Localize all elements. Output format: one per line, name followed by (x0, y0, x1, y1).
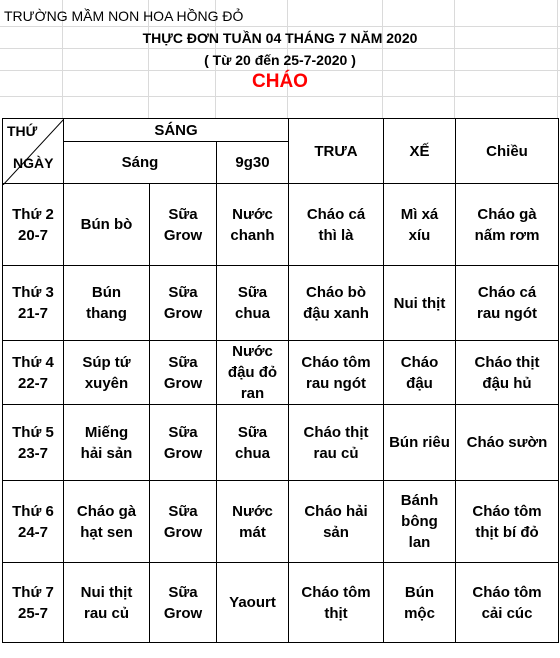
cell-line: Sữa (237, 423, 268, 441)
cell-line: rau củ (83, 604, 129, 622)
cell-line: Grow (163, 226, 203, 244)
trua-cell (289, 341, 384, 405)
cell-line: mộc (404, 604, 435, 622)
cell-line: Bánh (400, 492, 439, 509)
chieu-cell (456, 481, 559, 563)
sang-cell (64, 341, 150, 405)
cell-line: Nui thịt (393, 294, 446, 312)
cell-line: Bún bò (80, 216, 133, 233)
trua-cell (289, 184, 384, 266)
cell-line: Sữa (168, 205, 198, 223)
menu-row (3, 341, 559, 405)
cell-line: Grow (163, 305, 203, 322)
header-9g30: 9g30 (217, 142, 289, 184)
cell-line: Cháo thịt (474, 353, 540, 371)
xe-cell (384, 563, 456, 643)
cell-line: Mì xá (400, 205, 439, 223)
cell-line: đậu (406, 374, 433, 392)
cell-line: Sữa (168, 284, 198, 301)
cell-line: Nước (232, 343, 273, 360)
cell-line: Miếng (84, 423, 129, 441)
menu-row (3, 184, 559, 266)
cell-line: Thứ 2 (12, 205, 54, 223)
cell-line: Cháo tôm (301, 353, 371, 371)
sang-cell (64, 481, 150, 563)
cell-line: Cháo sườn (466, 434, 548, 451)
cell-line: sản (323, 523, 349, 541)
cell-line: Grow (163, 374, 203, 392)
cell-line: Thứ 4 (12, 353, 54, 371)
cell-line: bông (401, 513, 438, 530)
cell-line: thang (86, 305, 127, 322)
cell-line: Cháo cá (306, 205, 366, 223)
xe-cell (384, 481, 456, 563)
cell-line: 25-7 (17, 604, 49, 622)
g930-cell (217, 341, 289, 405)
header-sang-group: SÁNG (64, 119, 289, 142)
sua-cell (150, 184, 217, 266)
sua-cell (150, 405, 217, 481)
g930-cell (217, 184, 289, 266)
cell-line: đậu xanh (303, 305, 369, 322)
day-cell (3, 266, 64, 341)
day-cell (3, 481, 64, 563)
cell-line: hải sản (80, 444, 133, 462)
sua-cell (150, 563, 217, 643)
cell-line: xíu (408, 226, 431, 244)
cell-line: Sữa (168, 353, 198, 371)
cell-line: Cháo tôm (472, 502, 542, 520)
cell-line: thì là (318, 226, 354, 244)
cell-line: Sữa (168, 423, 198, 441)
menu-row (3, 481, 559, 563)
cell-line: Thứ 5 (12, 423, 54, 441)
cell-line: Cháo thịt (303, 423, 369, 441)
menu-title: THỰC ĐƠN TUẦN 04 THÁNG 7 NĂM 2020 (142, 30, 418, 46)
header-trua: TRƯA (289, 119, 384, 184)
header-thu: THỨ (7, 123, 38, 139)
cell-line: 20-7 (17, 226, 49, 244)
cell-line: xuyên (84, 374, 129, 392)
cell-line: Nước (232, 205, 273, 223)
sua-cell (150, 266, 217, 341)
cell-line: Thứ 6 (12, 502, 54, 520)
menu-heading: CHÁO (252, 71, 308, 92)
cell-line: Cháo gà (76, 502, 137, 520)
chieu-cell (456, 341, 559, 405)
cell-line: nấm rơm (474, 226, 540, 244)
cell-line: Cháo cá (477, 284, 537, 301)
sang-cell (64, 405, 150, 481)
sang-cell (64, 266, 150, 341)
cell-line: 23-7 (17, 444, 49, 462)
menu-table (2, 118, 559, 643)
cell-line: mát (239, 523, 266, 541)
chieu-cell (456, 266, 559, 341)
cell-line: rau ngót (306, 374, 366, 392)
chieu-cell (456, 405, 559, 481)
cell-line: Súp tứ (82, 353, 131, 371)
xe-cell (384, 266, 456, 341)
cell-line: Bún riêu (389, 434, 450, 451)
cell-line: Bún (91, 284, 122, 301)
cell-line: rau củ (313, 444, 359, 462)
cell-line: Cháo tôm (472, 583, 542, 601)
header-chieu: Chiều (456, 119, 559, 184)
cell-line: 21-7 (17, 305, 49, 322)
g930-cell (217, 563, 289, 643)
cell-line: rau ngót (477, 305, 537, 322)
cell-line: Sữa (168, 502, 198, 520)
trua-cell (289, 481, 384, 563)
cell-line: Sữa (168, 583, 198, 601)
cell-line: Cháo gà (477, 205, 537, 223)
cell-line: chua (234, 305, 270, 322)
chieu-cell (456, 184, 559, 266)
menu-row (3, 266, 559, 341)
cell-line: hạt sen (80, 523, 133, 541)
cell-line: chanh (230, 226, 275, 244)
g930-cell (217, 481, 289, 563)
cell-line: Cháo hải (304, 502, 368, 520)
xe-cell (384, 341, 456, 405)
cell-line: Sữa (237, 284, 268, 301)
trua-cell (289, 405, 384, 481)
cell-line: Bún (404, 583, 435, 601)
cell-line: Cháo (400, 353, 439, 371)
header-sang: Sáng (64, 142, 217, 184)
cell-line: Cháo tôm (301, 583, 371, 601)
day-cell (3, 405, 64, 481)
header-xe: XẾ (384, 119, 456, 184)
sua-cell (150, 341, 217, 405)
cell-line: 22-7 (17, 374, 49, 392)
cell-line: thịt bí đỏ (475, 523, 539, 541)
g930-cell (217, 405, 289, 481)
cell-line: đậu hủ (482, 374, 532, 392)
cell-line: 24-7 (17, 523, 49, 541)
trua-cell (289, 266, 384, 341)
cell-line: đậu đỏ (227, 364, 278, 381)
cell-line: Cháo bò (306, 284, 366, 301)
sang-cell (64, 563, 150, 643)
header-ngay: NGÀY (13, 155, 54, 171)
cell-line: Grow (163, 523, 203, 541)
cell-line: Nui thịt (80, 583, 133, 601)
cell-line: thịt (324, 604, 348, 622)
header-thu-ngay (3, 119, 64, 184)
cell-line: ran (240, 385, 265, 402)
trua-cell (289, 563, 384, 643)
cell-line: Grow (163, 604, 203, 622)
chieu-cell (456, 563, 559, 643)
cell-line: Thứ 7 (12, 583, 54, 601)
day-cell (3, 563, 64, 643)
menu-row (3, 405, 559, 481)
xe-cell (384, 184, 456, 266)
xe-cell (384, 405, 456, 481)
sang-cell (64, 184, 150, 266)
menu-date-range: ( Từ 20 đến 25-7-2020 ) (204, 52, 356, 68)
day-cell (3, 184, 64, 266)
cell-line: Grow (163, 444, 203, 462)
cell-line: Thứ 3 (12, 284, 54, 301)
g930-cell (217, 266, 289, 341)
school-name: TRƯỜNG MẦM NON HOA HỒNG ĐỎ (4, 8, 244, 24)
day-cell (3, 341, 64, 405)
cell-line: lan (408, 534, 431, 551)
cell-line: chua (234, 444, 270, 462)
sua-cell (150, 481, 217, 563)
cell-line: cải cúc (481, 604, 533, 622)
cell-line: Yaourt (229, 594, 276, 611)
cell-line: Nước (232, 502, 273, 520)
menu-row (3, 563, 559, 643)
